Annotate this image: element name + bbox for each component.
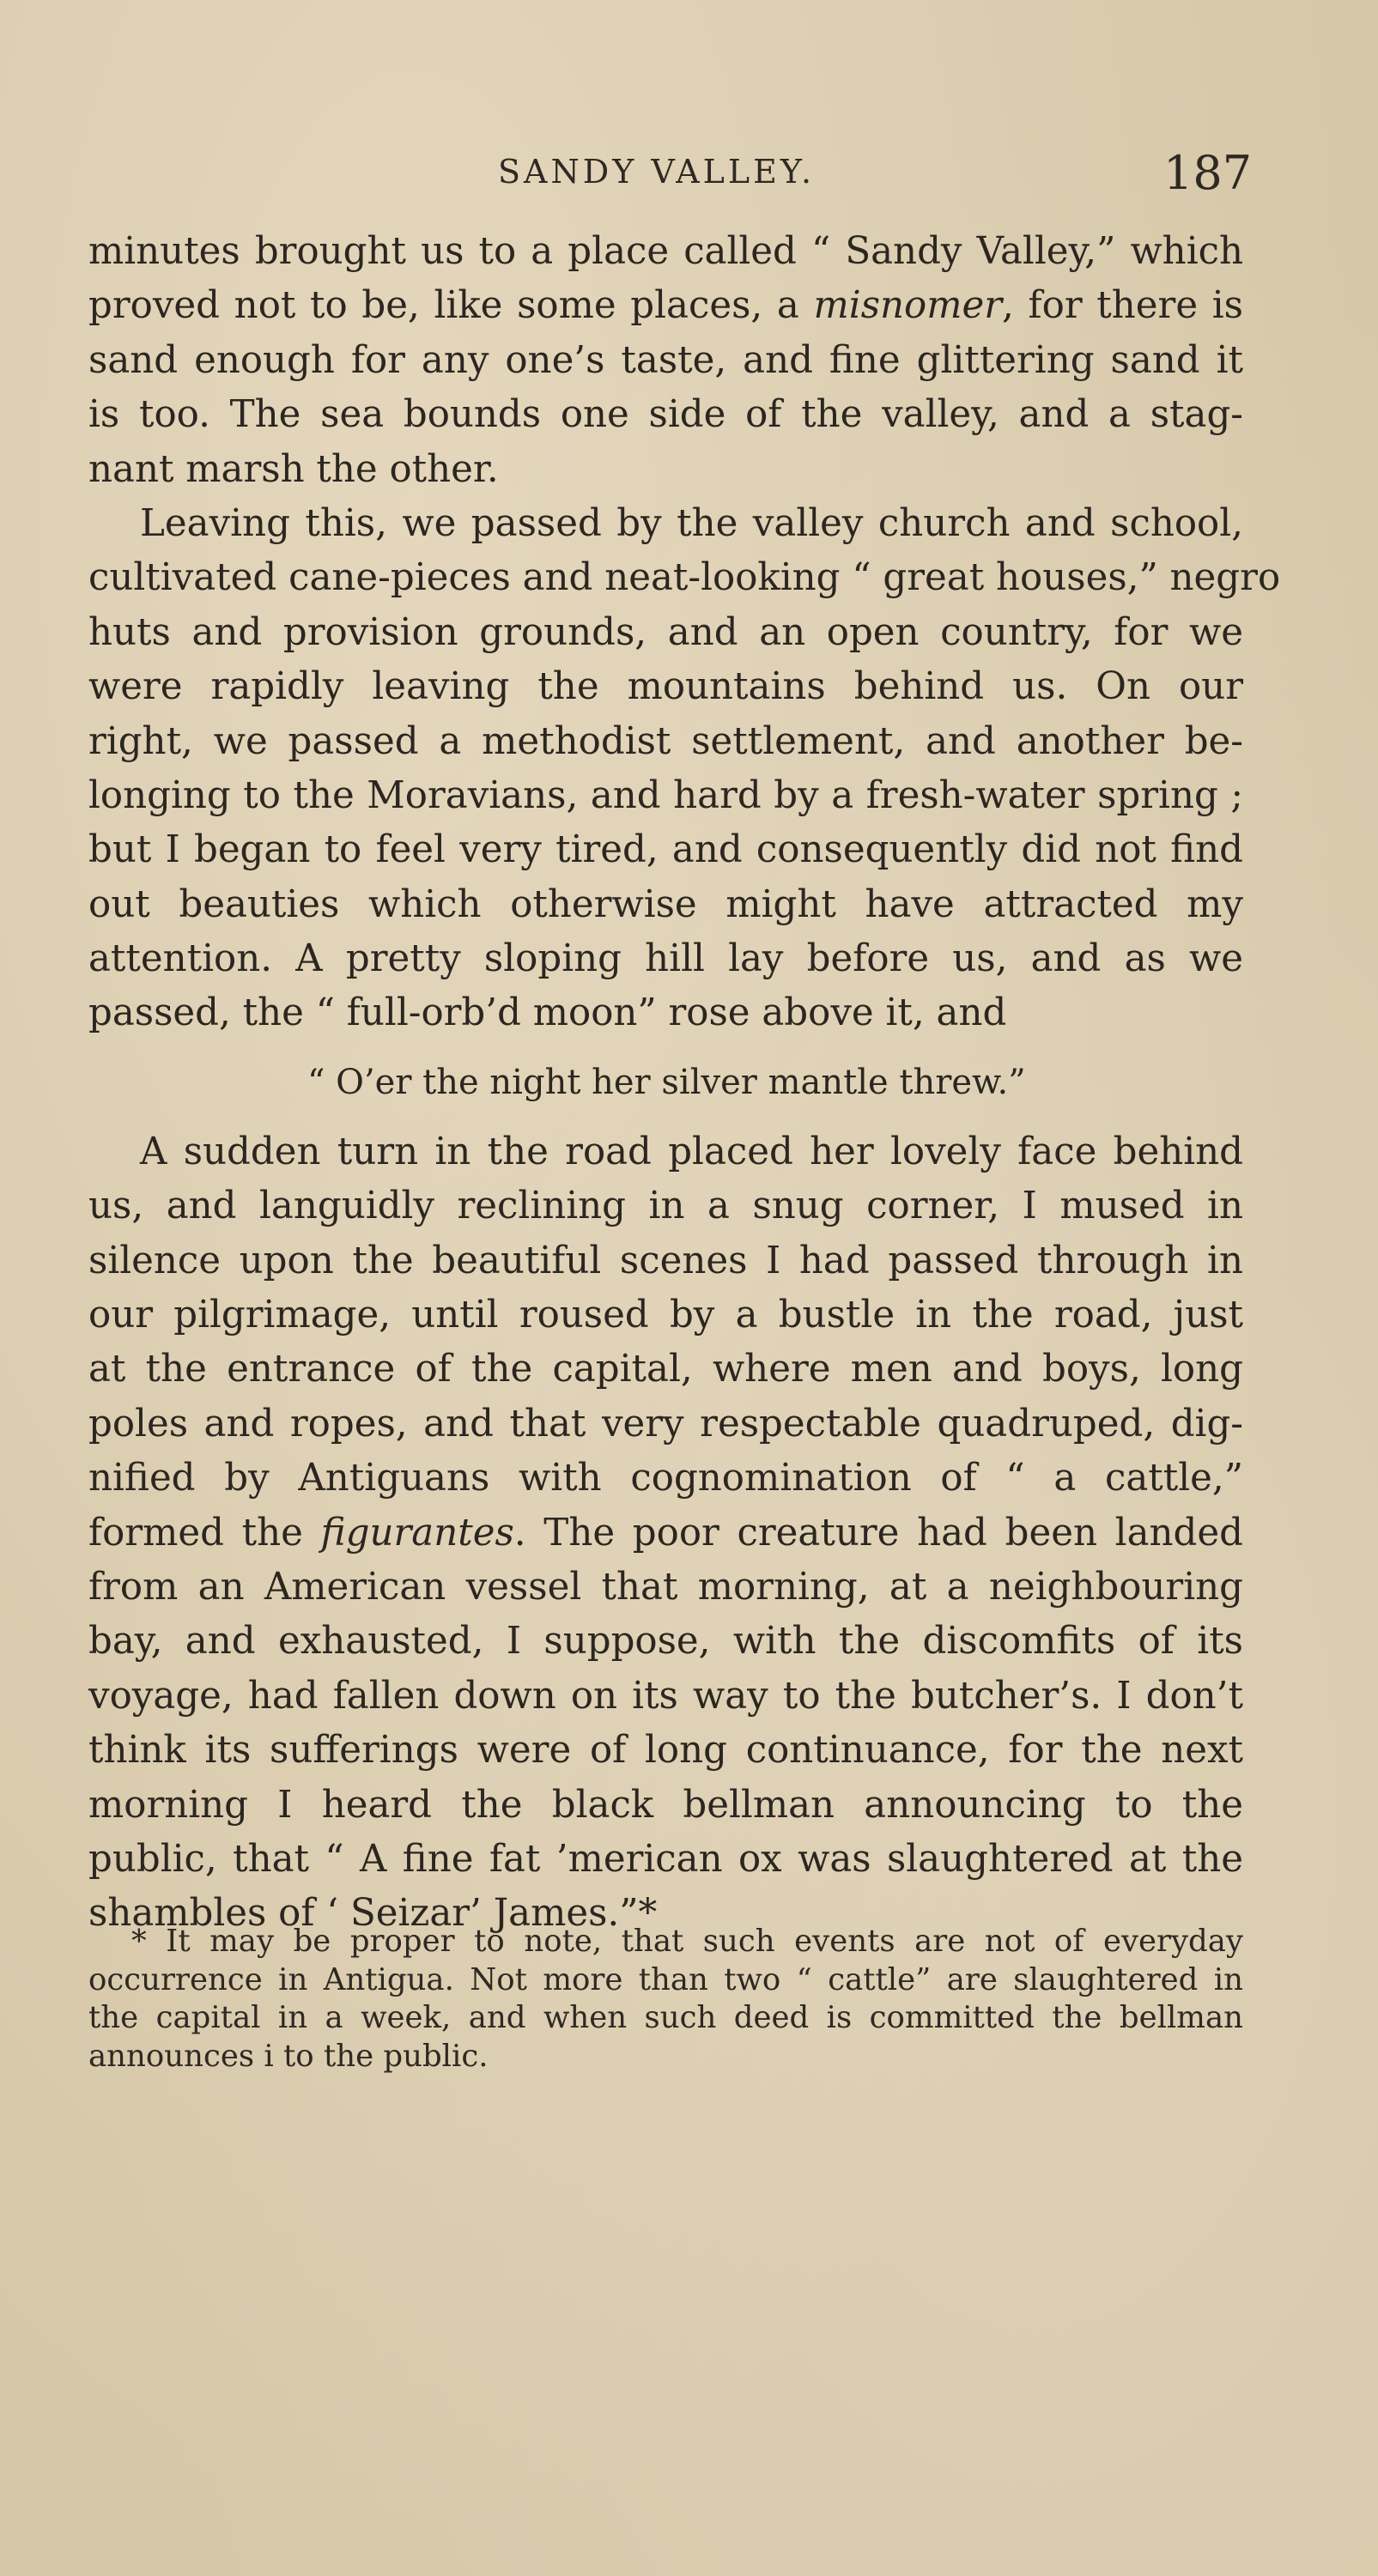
text-line: attention. A pretty sloping hill lay before us, and as we: [88, 937, 1243, 981]
text-line: voyage, had fallen down on its way to the butcher’s. I don’t: [88, 1674, 1243, 1718]
page-header: [0, 137, 1378, 206]
body-text: [88, 225, 1281, 1942]
text-line: minutes brought us to a place called “ Sandy Valley,” which: [88, 230, 1243, 273]
text-line: were rapidly leaving the mountains behind us. On our: [88, 665, 1243, 709]
text-line: but I began to feel very tired, and consequently did not find: [88, 828, 1243, 872]
text-line: morning I heard the black bellman announcing to the: [88, 1783, 1243, 1827]
text-line: nant marsh the other.: [88, 447, 499, 491]
footnote-line: the capital in a week, and when such deed is committed the bellman: [88, 2000, 1243, 2035]
text-line: proved not to be, like some places, a misnomer, for there is: [88, 284, 1244, 328]
footnote-line: occurrence in Antigua. Not more than two “ cattle” are slaughtered in: [88, 1961, 1243, 1997]
text-line: passed, the “ full-orb’d moon” rose above it, and: [88, 991, 1007, 1035]
text-line: think its sufferings were of long continuance, for the next: [88, 1729, 1243, 1773]
page-number: 187: [1163, 146, 1253, 200]
text-line: out beauties which otherwise might have attracted my: [88, 882, 1243, 926]
text-line: our pilgrimage, until roused by a bustle in the road, just: [88, 1294, 1243, 1337]
text-line: Leaving this, we passed by the valley church and school,: [140, 501, 1243, 545]
text-line: us, and languidly reclining in a snug corner, I mused in: [88, 1185, 1243, 1228]
text-line: sand enough for any one’s taste, and fine glittering sand it: [88, 338, 1243, 382]
text-line: bay, and exhausted, I suppose, with the discomfits of its: [88, 1620, 1243, 1664]
text-line: public, that “ A fine fat ’merican ox was slaughtered at the: [88, 1837, 1243, 1881]
text-line: at the entrance of the capital, where men and boys, long: [88, 1348, 1243, 1391]
text-line: cultivated cane-pieces and neat-looking “ great houses,” negro: [88, 556, 1281, 600]
text-line: from an American vessel that morning, at a neighbouring: [88, 1565, 1243, 1609]
text-line: nified by Antiguans with cognomination of “ a cattle,”: [88, 1457, 1243, 1500]
text-line: is too. The sea bounds one side of the valley, and a stag-: [88, 393, 1243, 437]
text-line: formed the figurantes. The poor creature had been landed: [88, 1511, 1243, 1555]
italic-term: figurantes: [320, 1511, 514, 1555]
paragraph-2: [88, 497, 1281, 1041]
footnote-line: announces i to the public.: [88, 2038, 489, 2074]
text-line: silence upon the beautiful scenes I had passed through in: [88, 1239, 1243, 1282]
running-head: SANDY VALLEY.: [498, 153, 816, 191]
verse-quotation: “ O’er the night her silver mantle threw.”: [307, 1062, 1026, 1102]
paragraph-3: [88, 1125, 1243, 1942]
text-line: A sudden turn in the road placed her lovely face behind: [140, 1130, 1243, 1173]
footnote: [88, 1923, 1243, 2076]
text-line: shambles of ‘ Seizar’ James.”*: [88, 1892, 658, 1936]
paragraph-1: [88, 225, 1243, 497]
text-line: poles and ropes, and that very respectable quadruped, dig-: [88, 1402, 1243, 1446]
text-line: huts and provision grounds, and an open country, for we: [88, 610, 1243, 654]
footnote-line: * It may be proper to note, that such events are not of everyday: [131, 1924, 1243, 1959]
text-line: right, we passed a methodist settlement, and another be-: [88, 719, 1243, 763]
text-line: longing to the Moravians, and hard by a fresh-water spring ;: [88, 773, 1243, 817]
italic-term: misnomer: [813, 284, 1003, 328]
